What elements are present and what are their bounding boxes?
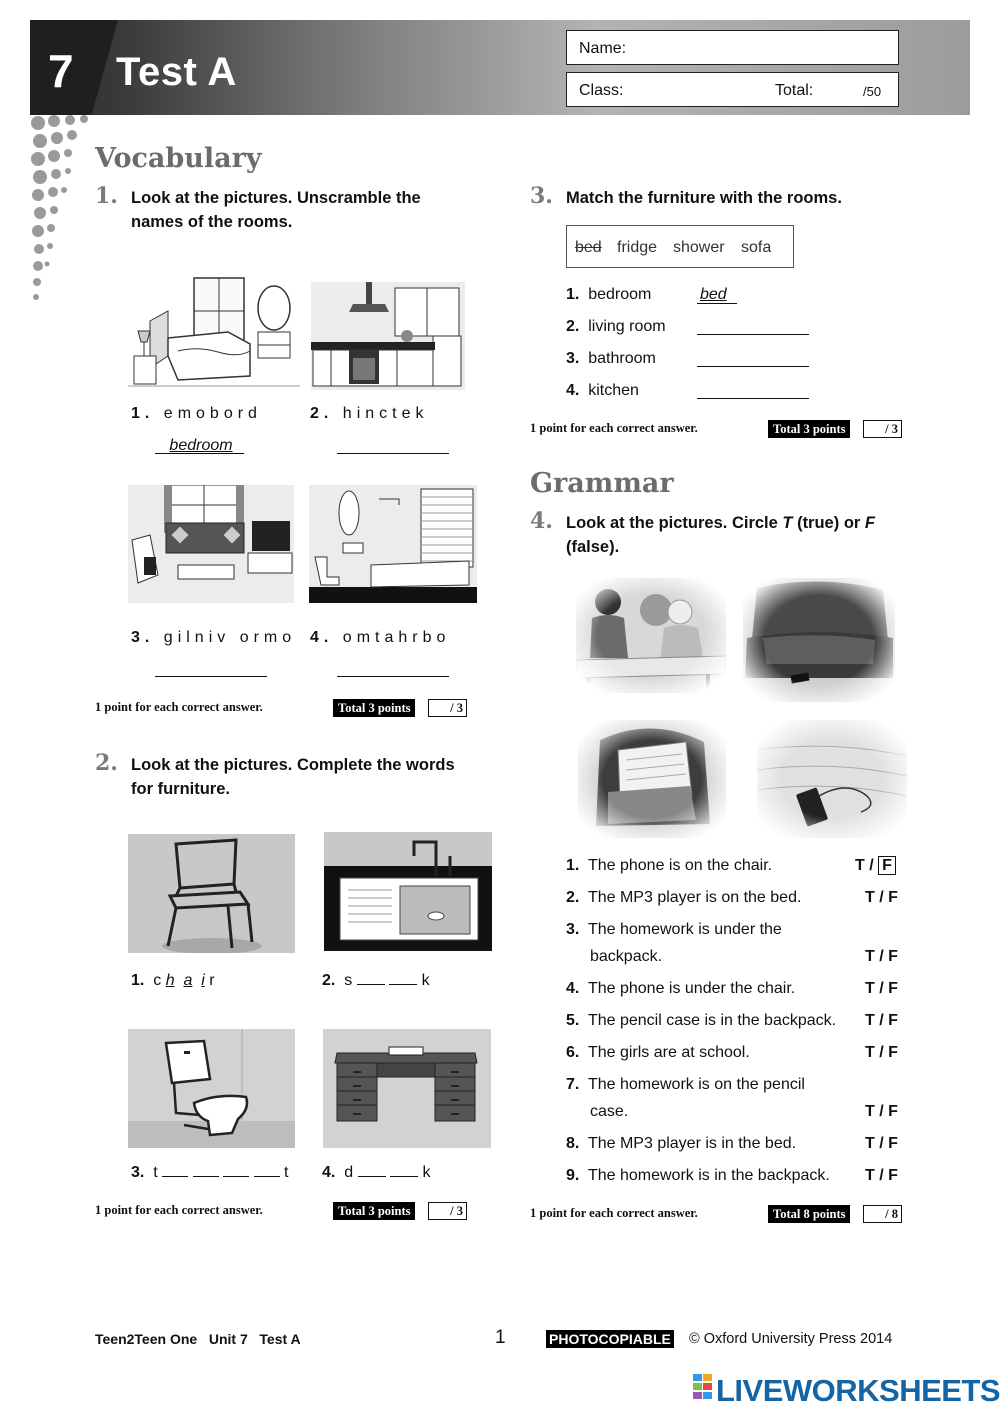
kitchen-picture xyxy=(311,282,465,390)
separator: / xyxy=(879,1103,884,1120)
q3-item-3-answer-line[interactable] xyxy=(697,366,809,367)
q2-total-badge: Total 3 points xyxy=(333,1202,415,1220)
q4-item-7-text: The homework is on the pencil xyxy=(587,1076,805,1093)
q2-item-2-start: s xyxy=(344,972,353,989)
q1-item-1-answer[interactable]: bedroom xyxy=(169,437,233,454)
word-box-item-3: shower xyxy=(673,239,725,256)
false-option[interactable]: F xyxy=(888,1044,898,1061)
q3-item-3-room: bathroom xyxy=(588,350,656,367)
q4-item-4 xyxy=(566,980,795,998)
q3-instruction: Match the furniture with the rooms. xyxy=(566,189,842,207)
q1-item-4-answer-line[interactable] xyxy=(337,676,449,677)
q4-item-3-text-cont: backpack. xyxy=(590,948,663,965)
q3-item-3 xyxy=(566,350,656,368)
true-option[interactable]: T xyxy=(865,1044,875,1061)
word-box-item-1: bed xyxy=(575,239,602,256)
q1-item-2-answer-line[interactable] xyxy=(337,453,449,454)
page-number: 1 xyxy=(495,1327,506,1348)
q4-instruction-part-2: (true) or xyxy=(792,514,865,532)
q3-number: 3. xyxy=(530,183,553,209)
q2-item-2-end: k xyxy=(421,972,430,989)
q4-item-6-num: 6. xyxy=(566,1044,580,1061)
q2-item-2-blank[interactable] xyxy=(389,984,417,985)
q3-item-2-num: 2. xyxy=(566,318,580,335)
q2-item-1-letter-1[interactable]: h xyxy=(165,972,175,989)
word-box-item-2: fridge xyxy=(617,239,658,256)
true-option[interactable]: T xyxy=(865,1012,875,1029)
q1-item-2-num: 2. xyxy=(310,405,334,422)
q4-instruction xyxy=(566,511,896,559)
q4-item-5-text: The pencil case is in the backpack. xyxy=(587,1012,837,1029)
armchair-photo xyxy=(743,578,895,702)
q4-item-7-text-cont: case. xyxy=(590,1103,629,1120)
q1-item-1-scrambled: emobord xyxy=(163,405,262,422)
photocopiable-badge: PHOTOCOPIABLE xyxy=(546,1330,674,1348)
q4-item-3-num: 3. xyxy=(566,921,580,938)
q4-total-badge: Total 8 points xyxy=(768,1205,850,1223)
q2-item-2 xyxy=(322,972,430,990)
q4-item-2-num: 2. xyxy=(566,889,580,906)
separator: / xyxy=(879,1167,884,1184)
q1-instruction: Look at the pictures. Unscramble the names of the rooms. xyxy=(131,189,421,231)
false-option[interactable]: F xyxy=(888,1103,898,1120)
backpack-photo xyxy=(578,720,726,838)
q3-item-1-room: bedroom xyxy=(588,286,652,303)
q4-item-7-tf[interactable] xyxy=(865,1103,898,1121)
vocabulary-heading: Vocabulary xyxy=(95,143,262,174)
total-max: /50 xyxy=(863,84,882,99)
q4-item-1-num: 1. xyxy=(566,857,580,874)
q4-item-8 xyxy=(566,1135,796,1153)
total-label: Total: xyxy=(775,82,814,99)
q4-item-1-text: The phone is on the chair. xyxy=(587,857,773,874)
q4-item-7 xyxy=(566,1076,805,1094)
false-option[interactable]: F xyxy=(888,1012,898,1029)
liveworksheets-brand[interactable]: LIVEWORKSHEETS xyxy=(716,1373,1000,1408)
q2-item-1 xyxy=(131,972,215,990)
q4-item-2-text: The MP3 player is on the bed. xyxy=(587,889,802,906)
q2-score-box: / 3 xyxy=(428,1202,467,1220)
q4-instruction-f: F xyxy=(864,514,875,532)
q3-item-1 xyxy=(566,286,651,304)
q2-item-1-letter-3[interactable]: i xyxy=(201,972,205,989)
true-option[interactable]: T xyxy=(865,1103,875,1120)
true-option[interactable]: T xyxy=(865,948,875,965)
q4-item-9-text: The homework is in the backpack. xyxy=(587,1167,830,1184)
q2-item-3-start: t xyxy=(153,1164,158,1181)
footer-book-info: Teen2Teen One Unit 7 Test A xyxy=(95,1331,301,1347)
q3-item-1-answer[interactable]: bed xyxy=(700,286,727,303)
q1-item-3 xyxy=(131,629,296,647)
class-label: Class: xyxy=(579,82,624,99)
q4-points-note: 1 point for each correct answer. xyxy=(530,1206,698,1220)
false-option[interactable]: F xyxy=(888,948,898,965)
q2-item-3-num: 3. xyxy=(131,1164,145,1181)
q2-item-4-start: d xyxy=(344,1164,354,1181)
q1-item-1-num: 1. xyxy=(131,405,155,422)
copyright-notice: © Oxford University Press 2014 xyxy=(689,1331,893,1347)
q3-score-box: / 3 xyxy=(863,420,902,438)
q4-item-8-text: The MP3 player is in the bed. xyxy=(587,1135,797,1152)
q3-item-3-num: 3. xyxy=(566,350,580,367)
q4-item-3-text: The homework is under the xyxy=(587,921,782,938)
false-option-circled[interactable]: F xyxy=(878,856,896,875)
q4-item-4-num: 4. xyxy=(566,980,580,997)
q2-instruction: Look at the pictures. Complete the words for furniture. xyxy=(131,756,455,798)
false-option[interactable]: F xyxy=(888,1135,898,1152)
name-field[interactable] xyxy=(566,30,899,65)
q4-item-6-text: The girls are at school. xyxy=(587,1044,750,1061)
q2-item-4 xyxy=(322,1164,431,1182)
q4-item-6 xyxy=(566,1044,750,1062)
q4-score-box: / 8 xyxy=(863,1205,902,1223)
q2-item-3-blank[interactable] xyxy=(254,1176,280,1177)
separator: / xyxy=(879,948,884,965)
q4-item-4-text: The phone is under the chair. xyxy=(587,980,796,997)
q2-item-3 xyxy=(131,1164,288,1182)
unit-number: 7 xyxy=(48,45,74,97)
q4-item-8-tf[interactable] xyxy=(865,1135,898,1153)
q3-item-2 xyxy=(566,318,666,336)
test-title: Test A xyxy=(116,50,237,94)
q2-item-2-num: 2. xyxy=(322,972,336,989)
bathroom-picture xyxy=(309,485,477,603)
q4-item-5-tf[interactable] xyxy=(865,1012,898,1030)
false-option[interactable]: F xyxy=(888,889,898,906)
separator: / xyxy=(879,889,884,906)
q1-item-4 xyxy=(310,629,450,647)
q4-item-1 xyxy=(566,857,772,875)
q2-item-1-end: r xyxy=(209,972,215,989)
q2-item-2-blank[interactable] xyxy=(357,984,385,985)
q1-number: 1. xyxy=(95,183,118,209)
q4-instruction-part-3: (false). xyxy=(566,538,620,556)
q3-item-4-num: 4. xyxy=(566,382,580,399)
false-option[interactable]: F xyxy=(888,1167,898,1184)
q2-item-3-end: t xyxy=(283,1164,289,1181)
q4-instruction-t: T xyxy=(782,514,793,532)
q1-item-2-scrambled: hinctek xyxy=(342,405,429,422)
q4-item-3 xyxy=(566,921,782,939)
q3-item-1-num: 1. xyxy=(566,286,580,303)
q2-item-1-letter-2[interactable]: a xyxy=(183,972,193,989)
mp3-player-photo xyxy=(757,720,907,838)
separator: / xyxy=(869,857,874,874)
q3-item-4 xyxy=(566,382,639,400)
q2-item-3-blank[interactable] xyxy=(223,1176,249,1177)
true-option[interactable]: T xyxy=(865,1135,875,1152)
q4-number: 4. xyxy=(530,508,553,534)
separator: / xyxy=(879,980,884,997)
false-option[interactable]: F xyxy=(888,980,898,997)
classroom-photo xyxy=(576,578,726,693)
q1-item-4-scrambled: omtahrbo xyxy=(342,629,451,646)
q1-item-3-answer-line[interactable] xyxy=(155,676,267,677)
true-option[interactable]: T xyxy=(865,1167,875,1184)
q2-item-1-num: 1. xyxy=(131,972,145,989)
q1-item-3-num: 3. xyxy=(131,629,155,646)
q3-item-2-answer-line[interactable] xyxy=(697,334,809,335)
q4-item-4-tf[interactable] xyxy=(865,980,898,998)
q1-points-note: 1 point for each correct answer. xyxy=(95,700,263,714)
q4-item-9-tf[interactable] xyxy=(865,1167,898,1185)
q4-item-9-num: 9. xyxy=(566,1167,580,1184)
separator: / xyxy=(879,1135,884,1152)
decorative-dots xyxy=(30,115,90,310)
q2-item-3-blank[interactable] xyxy=(162,1176,188,1177)
bedroom-picture xyxy=(128,276,300,390)
q4-instruction-part-1: Look at the pictures. Circle xyxy=(566,514,783,532)
q4-item-5 xyxy=(566,1012,836,1030)
separator: / xyxy=(879,1044,884,1061)
q2-item-4-num: 4. xyxy=(322,1164,336,1181)
q3-total-badge: Total 3 points xyxy=(768,420,850,438)
q2-item-1-start: c xyxy=(153,972,162,989)
q3-item-4-answer-line[interactable] xyxy=(697,398,809,399)
q3-points-note: 1 point for each correct answer. xyxy=(530,421,698,435)
q2-item-4-blank[interactable] xyxy=(390,1176,418,1177)
name-label: Name: xyxy=(579,40,627,57)
q4-item-7-num: 7. xyxy=(566,1076,580,1093)
q4-item-3-tf[interactable] xyxy=(865,948,898,966)
q4-item-2-tf[interactable] xyxy=(865,889,898,907)
q4-item-8-num: 8. xyxy=(566,1135,580,1152)
chair-picture xyxy=(128,834,295,953)
word-box-item-4: sofa xyxy=(741,239,772,256)
q4-item-5-num: 5. xyxy=(566,1012,580,1029)
q4-item-2 xyxy=(566,889,801,907)
true-option[interactable]: T xyxy=(865,980,875,997)
word-box xyxy=(566,225,794,268)
q2-item-4-blank[interactable] xyxy=(358,1176,386,1177)
living-room-picture xyxy=(128,485,294,603)
q1-item-3-scrambled: gilniv ormo xyxy=(163,629,297,646)
class-field[interactable] xyxy=(566,72,899,107)
sink-picture xyxy=(324,832,492,951)
q1-score-box: / 3 xyxy=(428,699,467,717)
q2-item-3-blank[interactable] xyxy=(193,1176,219,1177)
q3-item-4-room: kitchen xyxy=(588,382,639,399)
toilet-picture xyxy=(128,1029,295,1148)
q2-points-note: 1 point for each correct answer. xyxy=(95,1203,263,1217)
desk-picture xyxy=(323,1029,491,1148)
q3-item-1-line xyxy=(697,303,737,304)
separator: / xyxy=(879,1012,884,1029)
q1-total-badge: Total 3 points xyxy=(333,699,415,717)
q1-item-1-line xyxy=(155,453,244,454)
true-option[interactable]: T xyxy=(855,857,865,874)
q1-item-4-num: 4. xyxy=(310,629,334,646)
q4-item-9 xyxy=(566,1167,830,1185)
q2-item-4-end: k xyxy=(422,1164,431,1181)
q4-item-1-tf[interactable] xyxy=(855,857,896,875)
true-option[interactable]: T xyxy=(865,889,875,906)
grammar-heading: Grammar xyxy=(530,468,674,499)
q3-item-2-room: living room xyxy=(588,318,666,335)
q1-item-2 xyxy=(310,405,429,423)
q2-number: 2. xyxy=(95,750,118,776)
q1-item-1 xyxy=(131,405,262,423)
liveworksheets-logo-icon xyxy=(693,1374,713,1400)
q4-item-6-tf[interactable] xyxy=(865,1044,898,1062)
